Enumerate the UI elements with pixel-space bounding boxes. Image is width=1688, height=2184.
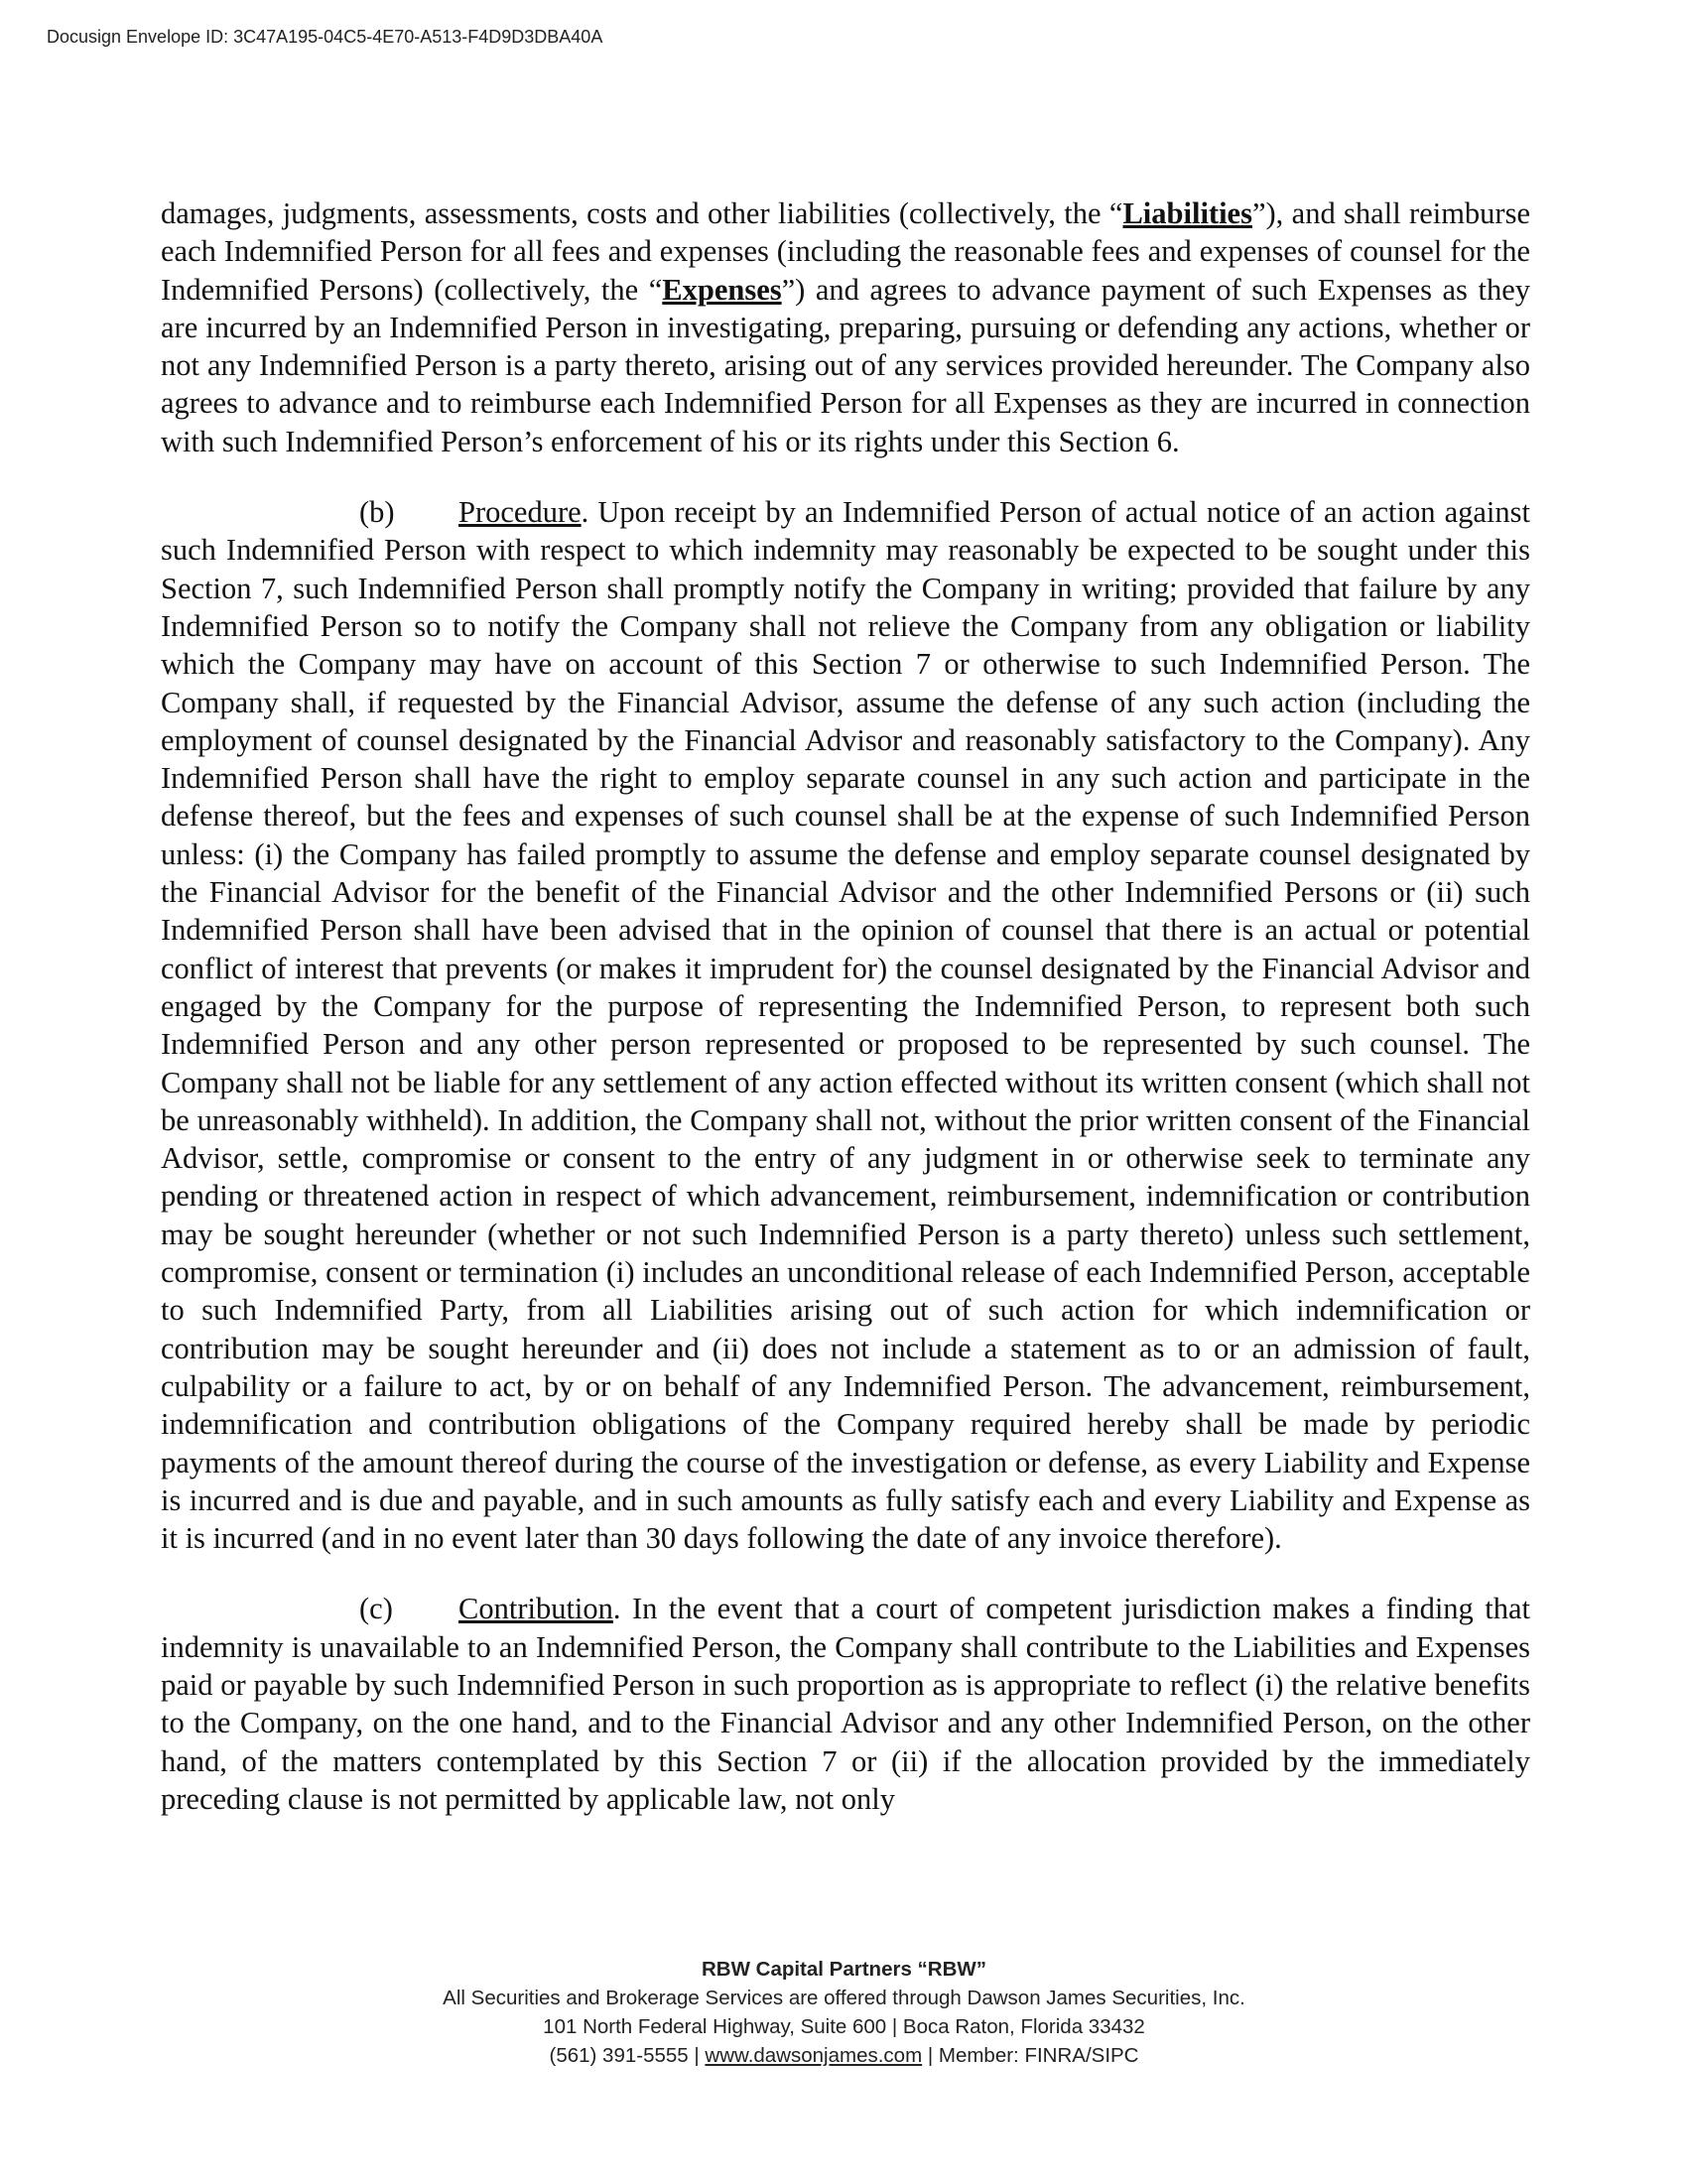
footer-phone: (561) 391-5555 |	[549, 2044, 706, 2067]
defined-term-liabilities: Liabilities	[1122, 196, 1252, 230]
paragraph-c-text: . In the event that a court of competent jurisdiction makes a finding that indemnity is unavailable to an Indemnified Person, the Company shall contribute to the Liabilities and Expenses paid or payable by such Indemnified Person in such proportion as is appropriate to reflect (i) the relative benefits to the Company, on the one hand, and to the Financial Advisor and any other Indemnified Person, on the other hand, of the matters contemplated by this Section 7 or (ii) if the allocation provided by the immediately preceding clause is not permitted by applicable law, not only	[161, 1592, 1530, 1816]
paragraph-a-continuation	[161, 194, 1530, 460]
paragraph-b-label: (b)	[359, 495, 395, 530]
paragraph-a-text-3: ”) and agrees to advance payment of such Expenses as they are incurred by an Indemnified Person in investigating, preparing, pursuing or defending any actions, whether or not any Indemnified Person is a party thereto, arising out of any services provided hereunder. The Company also agrees to advance and to reimburse each Indemnified Person for all Expenses as they are incurred in connection with such Indemnified Person’s enforcement of his or its rights under this Section 6.	[161, 272, 1530, 458]
footer-contact-line	[0, 2041, 1688, 2070]
paragraph-c-contribution	[161, 1590, 1530, 1818]
paragraph-c-label: (c)	[359, 1592, 393, 1626]
paragraph-c-heading: Contribution	[458, 1592, 613, 1626]
paragraph-b-heading: Procedure	[458, 495, 582, 530]
paragraph-a-text-2: ”), and shall reimburse each Indemnified Person for all fees and expenses (including the reasonable fees and expenses of counsel for the Indemnified Persons) (collectively, the “	[161, 196, 1530, 307]
page-footer	[0, 1955, 1688, 2070]
paragraph-b-text: . Upon receipt by an Indemnified Person of actual notice of an action against such Indemnified Person with respect to which indemnity may reasonably be expected to be sought under this Section 7, such Indemnified Person shall promptly notify the Company in writing; provided that failure by any Indemnified Person so to notify the Company shall not relieve the Company from any obligation or liability which the Company may have on account of this Section 7 or otherwise to such Indemnified Person. The Company shall, if requested by the Financial Advisor, assume the defense of any such action (including the employment of counsel designated by the Financial Advisor and reasonably satisfactory to the Company). Any Indemnified Person shall have the right to employ separate counsel in any such action and participate in the defense thereof, but the fees and expenses of such counsel shall be at the expense of such Indemnified Person unless: (i) the Company has failed promptly to assume the defense and employ separate counsel designated by the Financial Advisor for the benefit of the Financial Advisor and the other Indemnified Persons or (ii) such Indemnified Person shall have been advised that in the opinion of counsel that there is an actual or potential conflict of interest that prevents (or makes it imprudent for) the counsel designated by the Financial Advisor and engaged by the Company for the purpose of representing the Indemnified Person, to represent both such Indemnified Person and any other person represented or proposed to be represented by such counsel. The Company shall not be liable for any settlement of any action effected without its written consent (which shall not be unreasonably withheld). In addition, the Company shall not, without the prior written consent of the Financial Advisor, settle, compromise or consent to the entry of any judgment in or otherwise seek to terminate any pending or threatened action in respect of which advancement, reimbursement, indemnification or contribution may be sought hereunder (whether or not such Indemnified Person is a party thereto) unless such settlement, compromise, consent or termination (i) includes an unconditional release of each Indemnified Person, acceptable to such Indemnified Party, from all Liabilities arising out of such action for which indemnification or contribution may be sought hereunder and (ii) does not include a statement as to or an admission of fault, culpability or a failure to act, by or on behalf of any Indemnified Person. The advancement, reimbursement, indemnification and contribution obligations of the Company required hereby shall be made by periodic payments of the amount thereof during the course of the investigation or defense, as every Liability and Expense is incurred and is due and payable, and in such amounts as fully satisfy each and every Liability and Expense as it is incurred (and in no event later than 30 days following the date of any invoice therefore).	[161, 495, 1530, 1556]
footer-company-name: RBW Capital Partners “RBW”	[701, 1958, 987, 1981]
document-body	[161, 194, 1530, 1818]
footer-brokerage-line: All Securities and Brokerage Services are offered through Dawson James Securities, Inc.	[443, 1987, 1245, 2009]
footer-address: 101 North Federal Highway, Suite 600 | Boca Raton, Florida 33432	[543, 2015, 1145, 2038]
defined-term-expenses: Expenses	[662, 272, 782, 307]
paragraph-a-text-1: damages, judgments, assessments, costs and other liabilities (collectively, the “	[161, 196, 1123, 230]
footer-membership: | Member: FINRA/SIPC	[922, 2044, 1139, 2067]
footer-website-link[interactable]: www.dawsonjames.com	[705, 2044, 923, 2067]
paragraph-b-procedure	[161, 493, 1530, 1557]
docusign-envelope-id: Docusign Envelope ID: 3C47A195-04C5-4E70-A513-F4D9D3DBA40A	[47, 27, 603, 47]
